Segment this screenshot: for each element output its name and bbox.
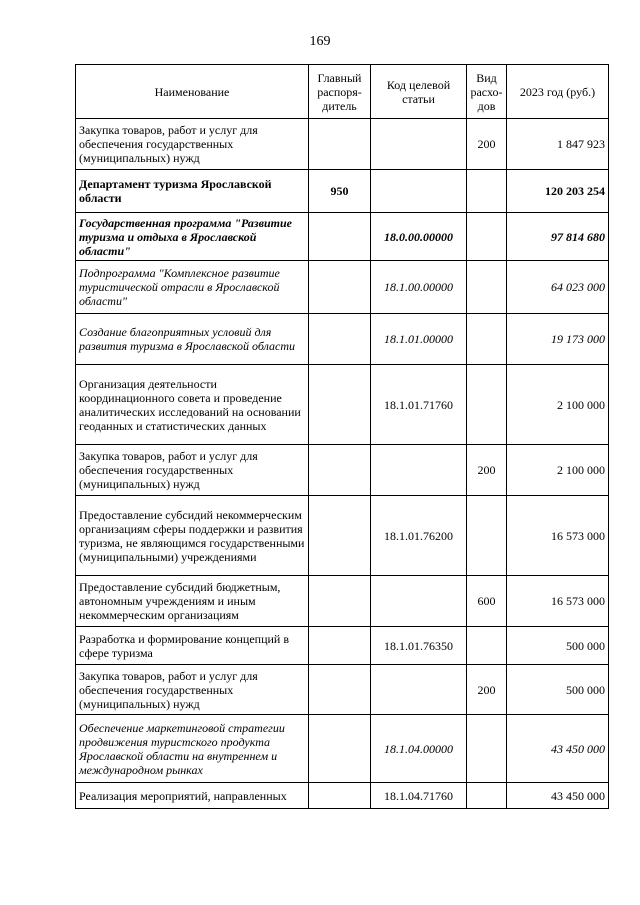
row-expense-type: 200	[467, 119, 507, 170]
row-chief-recipient	[309, 496, 371, 576]
table-row	[76, 783, 609, 809]
row-chief-recipient	[309, 261, 371, 314]
row-target-code	[371, 170, 467, 213]
row-expense-type: 200	[467, 445, 507, 496]
page-number: 169	[309, 34, 331, 49]
row-expense-type	[467, 261, 507, 314]
budget-table	[75, 64, 609, 809]
row-chief-recipient: 950	[309, 170, 371, 213]
row-expense-type	[467, 627, 507, 665]
row-name: Закупка товаров, работ и услуг для обеспечения государственных (муниципальных) нужд	[76, 665, 309, 715]
row-target-code	[371, 576, 467, 627]
table-row	[76, 314, 609, 365]
table-row	[76, 213, 609, 261]
row-name: Закупка товаров, работ и услуг для обеспечения государственных (муниципальных) нужд	[76, 445, 309, 496]
row-amount: 500 000	[507, 627, 609, 665]
table-body	[76, 119, 609, 809]
row-chief-recipient	[309, 365, 371, 445]
table-row	[76, 576, 609, 627]
row-name: Организация деятельности координационного совета и проведение аналитических исследований на основании геоданных и статистических данных	[76, 365, 309, 445]
row-amount: 1 847 923	[507, 119, 609, 170]
row-target-code: 18.1.01.76200	[371, 496, 467, 576]
row-expense-type: 200	[467, 665, 507, 715]
table-row	[76, 445, 609, 496]
row-amount: 2 100 000	[507, 365, 609, 445]
table-row	[76, 715, 609, 783]
row-target-code: 18.1.01.76350	[371, 627, 467, 665]
row-target-code: 18.1.01.71760	[371, 365, 467, 445]
row-name: Департамент туризма Ярославской области	[76, 170, 309, 213]
row-amount: 500 000	[507, 665, 609, 715]
row-chief-recipient	[309, 119, 371, 170]
header-expense-type: Вид расхо-дов	[467, 65, 507, 119]
row-expense-type	[467, 170, 507, 213]
row-target-code	[371, 119, 467, 170]
header-chief-recipient: Главный распоря-дитель	[309, 65, 371, 119]
row-expense-type: 600	[467, 576, 507, 627]
row-target-code: 18.1.00.00000	[371, 261, 467, 314]
row-name: Подпрограмма "Комплексное развитие туристической отрасли в Ярославской области"	[76, 261, 309, 314]
row-expense-type	[467, 365, 507, 445]
row-name: Закупка товаров, работ и услуг для обеспечения государственных (муниципальных) нужд	[76, 119, 309, 170]
row-expense-type	[467, 783, 507, 809]
row-name: Реализация мероприятий, направленных	[76, 783, 309, 809]
row-amount: 120 203 254	[507, 170, 609, 213]
table-row	[76, 119, 609, 170]
row-chief-recipient	[309, 445, 371, 496]
row-amount: 97 814 680	[507, 213, 609, 261]
row-amount: 2 100 000	[507, 445, 609, 496]
header-target-code: Код целевой статьи	[371, 65, 467, 119]
row-name: Предоставление субсидий бюджетным, автономным учреждениям и иным некоммерческим организациям	[76, 576, 309, 627]
row-chief-recipient	[309, 314, 371, 365]
row-target-code	[371, 665, 467, 715]
table-row	[76, 170, 609, 213]
row-target-code: 18.1.04.00000	[371, 715, 467, 783]
row-expense-type	[467, 496, 507, 576]
row-name: Разработка и формирование концепций в сфере туризма	[76, 627, 309, 665]
row-chief-recipient	[309, 576, 371, 627]
row-amount: 64 023 000	[507, 261, 609, 314]
row-target-code: 18.1.04.71760	[371, 783, 467, 809]
row-target-code: 18.1.01.00000	[371, 314, 467, 365]
table-row	[76, 365, 609, 445]
row-amount: 16 573 000	[507, 496, 609, 576]
row-expense-type	[467, 715, 507, 783]
row-name: Обеспечение маркетинговой стратегии продвижения туристского продукта Ярославской области на внутреннем и международном рынках	[76, 715, 309, 783]
table-row	[76, 627, 609, 665]
row-target-code	[371, 445, 467, 496]
row-expense-type	[467, 314, 507, 365]
row-chief-recipient	[309, 665, 371, 715]
table-row	[76, 261, 609, 314]
row-name: Государственная программа "Развитие туризма и отдыха в Ярославской области"	[76, 213, 309, 261]
row-chief-recipient	[309, 627, 371, 665]
header-name: Наименование	[76, 65, 309, 119]
row-name: Предоставление субсидий некоммерческим организациям сферы поддержки и развития туризма, не являющимся государственными (муниципальными) учреждениями	[76, 496, 309, 576]
row-chief-recipient	[309, 715, 371, 783]
row-expense-type	[467, 213, 507, 261]
row-amount: 19 173 000	[507, 314, 609, 365]
table-row	[76, 496, 609, 576]
header-amount: 2023 год (руб.)	[507, 65, 609, 119]
row-chief-recipient	[309, 783, 371, 809]
row-amount: 43 450 000	[507, 715, 609, 783]
row-amount: 43 450 000	[507, 783, 609, 809]
row-target-code: 18.0.00.00000	[371, 213, 467, 261]
table-row	[76, 665, 609, 715]
header-row	[76, 65, 609, 119]
row-chief-recipient	[309, 213, 371, 261]
row-amount: 16 573 000	[507, 576, 609, 627]
row-name: Создание благоприятных условий для развития туризма в Ярославской области	[76, 314, 309, 365]
